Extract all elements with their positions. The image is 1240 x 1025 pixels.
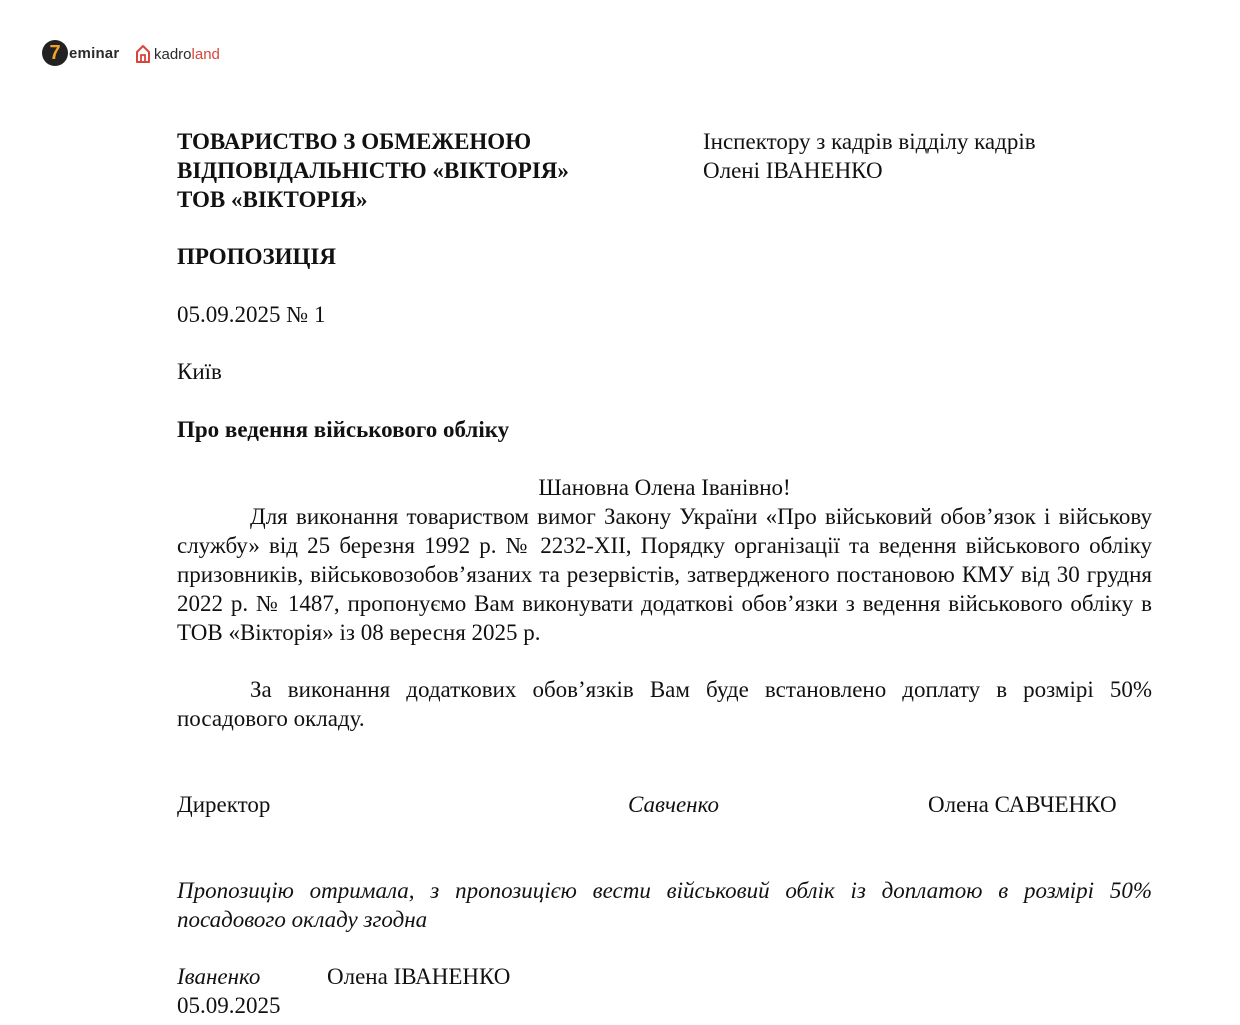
kadroland-logo-text-main: kadro	[154, 45, 192, 63]
seminar-logo-text: eminar	[69, 44, 120, 62]
document-city: Київ	[177, 359, 222, 384]
addressee-position: Інспектору з кадрів відділу кадрів	[703, 129, 1036, 154]
employee-name: Олена ІВАНЕНКО	[327, 964, 511, 989]
document-subject: Про ведення військового обліку	[177, 417, 510, 442]
kadroland-logo-text	[154, 46, 220, 63]
seminar-logo-icon	[42, 40, 68, 66]
document-type: ПРОПОЗИЦІЯ	[177, 244, 336, 269]
kadroland-logo	[135, 42, 220, 66]
employee-sign-date: 05.09.2025	[177, 993, 281, 1018]
seminar-logo-mark: 7	[49, 42, 61, 64]
director-signature: Савченко	[628, 792, 719, 817]
kadroland-logo-text-accent: land	[191, 45, 220, 63]
kadroland-house-icon	[135, 44, 151, 64]
seminar-logo	[42, 39, 119, 67]
director-name: Олена САВЧЕНКО	[928, 792, 1117, 817]
signatory-position: Директор	[177, 792, 271, 817]
body-paragraph-1: Для виконання товариством вимог Закону України «Про військовий обов’язок і військову службу» від 25 березня 1992 р. № 2232-XII, Порядку організації та ведення військового обліку призовників, військовозобов’язаних та резервістів, затвердженого постановою КМУ від 30 грудня 2022 р. № 1487, пропонуємо Вам виконувати додаткові обов’язки з ведення військового обліку в ТОВ «Вікторія» із 08 вересня 2025 р.	[177, 504, 1152, 645]
acceptance-note: Пропозицію отримала, з пропозицією вести військовий облік із доплатою в розмірі 50% посадового окладу згодна	[177, 878, 1152, 932]
company-short-name: ТОВ «ВІКТОРІЯ»	[177, 187, 368, 212]
salutation: Шановна Олена Іванівно!	[538, 475, 791, 500]
company-name-line2: ВІДПОВІДАЛЬНІСТЮ «ВІКТОРІЯ»	[177, 158, 569, 183]
document-date-number: 05.09.2025 № 1	[177, 302, 326, 327]
body-paragraph-2: За виконання додаткових обов’язків Вам буде встановлено доплату в розмірі 50% посадового окладу.	[177, 677, 1152, 731]
addressee-name: Олені ІВАНЕНКО	[703, 158, 883, 183]
company-name-line1: ТОВАРИСТВО З ОБМЕЖЕНОЮ	[177, 129, 532, 154]
employee-signature: Іваненко	[177, 964, 261, 989]
